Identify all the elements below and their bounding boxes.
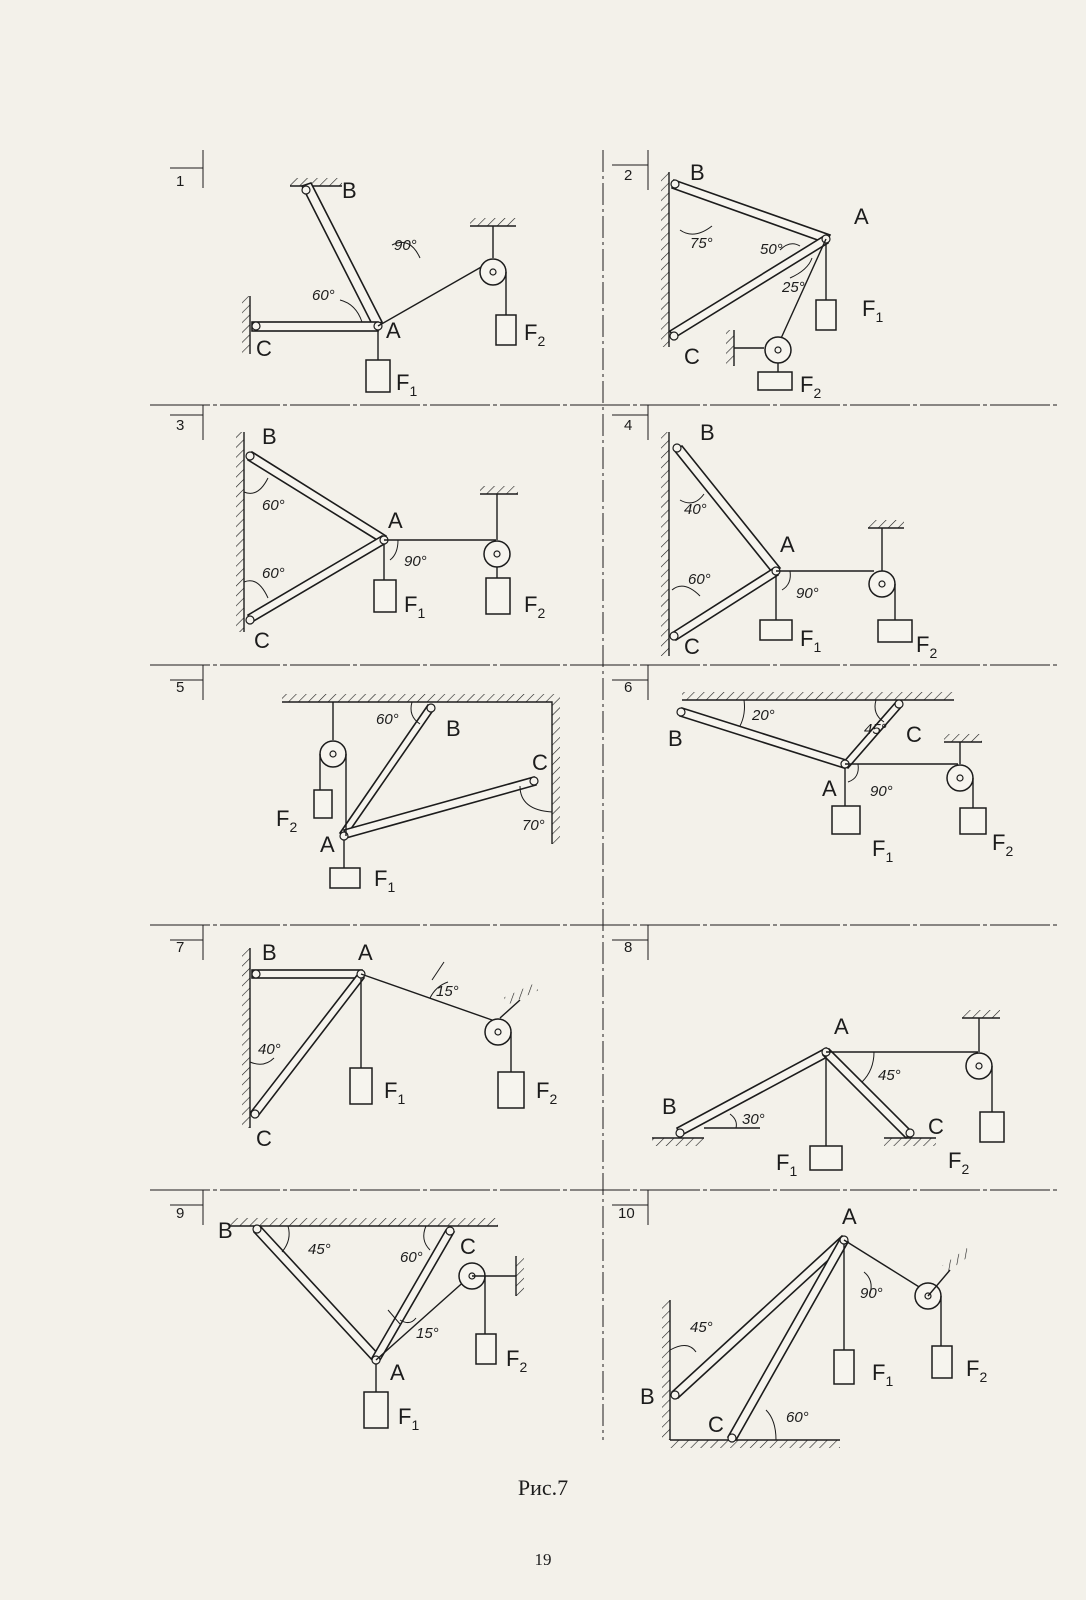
panel-7	[176, 939, 557, 1151]
label-c: C	[684, 344, 700, 369]
angle-label: 45°	[690, 1319, 713, 1336]
label-c: C	[256, 1126, 272, 1151]
weight-f1	[366, 360, 390, 392]
panel-2-number: 2	[624, 167, 633, 184]
angle-label: 70°	[522, 817, 545, 834]
load-f2: $F_2$	[506, 1346, 528, 1375]
label-a: A	[320, 832, 335, 857]
label-a: A	[842, 1204, 857, 1229]
weight-f1	[810, 1146, 842, 1170]
panel-9	[176, 1205, 527, 1433]
panel-8-number: 8	[624, 939, 633, 956]
label-b: B	[690, 160, 705, 185]
weight-f2	[496, 315, 516, 345]
load-f1: $F_1$	[776, 1150, 798, 1179]
label-a: A	[854, 204, 869, 229]
weight-f2	[476, 1334, 496, 1364]
ceiling-support	[290, 178, 342, 186]
angle-label: 90°	[404, 553, 427, 570]
panel-grid	[150, 150, 1060, 1440]
weight-f2	[498, 1072, 524, 1108]
angle-label: 50°	[760, 241, 783, 258]
load-f1: $F_1$	[800, 626, 822, 655]
load-f2: $F_2$	[276, 806, 298, 835]
wall-support	[236, 432, 244, 632]
label-b: B	[640, 1384, 655, 1409]
load-f2: $F_2$	[948, 1148, 970, 1177]
label-b: B	[662, 1094, 677, 1119]
angle-label: 20°	[752, 707, 775, 724]
weight-f1	[832, 806, 860, 834]
wall-support	[662, 1300, 670, 1440]
load-f1: $F_1$	[872, 1360, 894, 1389]
weight-f1	[760, 620, 792, 640]
panel-2	[624, 160, 883, 401]
label-b: B	[218, 1218, 233, 1243]
panel-10-number: 10	[618, 1205, 635, 1222]
angle-label: 90°	[870, 783, 893, 800]
panel-4	[624, 417, 937, 661]
angle-label: 60°	[312, 287, 335, 304]
weight-f2	[314, 790, 332, 818]
load-f1: $F_1$	[872, 836, 894, 865]
panel-5-number: 5	[176, 679, 185, 696]
panel-4-number: 4	[624, 417, 633, 434]
label-c: C	[684, 634, 700, 659]
load-f1: $F_1$	[374, 866, 396, 895]
angle-label: 90°	[860, 1285, 883, 1302]
angle-label: 60°	[786, 1409, 809, 1426]
angle-label: 40°	[258, 1041, 281, 1058]
label-a: A	[358, 940, 373, 965]
rod-ab	[672, 1236, 848, 1398]
label-c: C	[928, 1114, 944, 1139]
angle-label: 60°	[376, 711, 399, 728]
label-a: A	[386, 318, 401, 343]
label-c: C	[256, 336, 272, 361]
angle-label: 90°	[796, 585, 819, 602]
arrow	[432, 962, 444, 980]
hinge-b	[302, 186, 310, 194]
load-f2: $F_2$	[536, 1078, 558, 1107]
angle-label: 45°	[308, 1241, 331, 1258]
angle-label: 60°	[688, 571, 711, 588]
weight-f1	[330, 868, 360, 888]
label-b: B	[262, 424, 277, 449]
weight-f1	[834, 1350, 854, 1384]
angle-label: 30°	[742, 1111, 765, 1128]
load-f1: $F_1$	[404, 592, 426, 621]
weight-f2	[486, 578, 510, 614]
angle-label: 15°	[416, 1325, 439, 1342]
angle-label: 15°	[436, 983, 459, 1000]
load-f2: $F_2$	[524, 320, 546, 349]
cable	[376, 1278, 468, 1360]
panel-5	[176, 679, 560, 895]
wall-support	[242, 948, 250, 1128]
panel-3-number: 3	[176, 417, 185, 434]
wall-support	[552, 694, 560, 844]
rod-ac	[252, 322, 378, 331]
cable	[378, 262, 490, 326]
label-a: A	[834, 1014, 849, 1039]
angle-label: 25°	[782, 279, 805, 296]
label-c: C	[254, 628, 270, 653]
panel-6-number: 6	[624, 679, 633, 696]
load-f2: $F_2$	[524, 592, 546, 621]
label-b: B	[342, 178, 357, 203]
rod-ab	[302, 183, 382, 326]
angle-label: 40°	[684, 501, 707, 518]
label-b: B	[700, 420, 715, 445]
hinge-c	[252, 322, 260, 330]
label-c: C	[532, 750, 548, 775]
load-f1: $F_1$	[396, 370, 418, 399]
angle-label: 60°	[400, 1249, 423, 1266]
angle-label: 45°	[878, 1067, 901, 1084]
angle-label: 75°	[690, 235, 713, 252]
weight-f1	[816, 300, 836, 330]
label-a: A	[780, 532, 795, 557]
label-a: A	[822, 776, 837, 801]
angle-label: 45°	[864, 721, 887, 738]
label-b: B	[262, 940, 277, 965]
label-c: C	[460, 1234, 476, 1259]
cable	[844, 1240, 924, 1290]
label-c: C	[906, 722, 922, 747]
weight-f2	[980, 1112, 1004, 1142]
panel-7-number: 7	[176, 939, 185, 956]
page-number: 19	[534, 1550, 552, 1569]
angle-label: 60°	[262, 497, 285, 514]
ceiling-support	[230, 1218, 498, 1226]
label-a: A	[388, 508, 403, 533]
weight-f2	[878, 620, 912, 642]
weight-f2	[932, 1346, 952, 1378]
load-f1: $F_1$	[862, 296, 884, 325]
weight-f1	[374, 580, 396, 612]
load-f1: $F_1$	[384, 1078, 406, 1107]
panel-8	[624, 939, 1004, 1179]
ceiling-support	[682, 692, 954, 700]
load-f2: $F_2$	[992, 830, 1014, 859]
ceiling-support	[282, 694, 552, 702]
panel-9-number: 9	[176, 1205, 185, 1222]
angle-label: 60°	[262, 565, 285, 582]
cable	[361, 974, 492, 1020]
wall-support	[661, 172, 669, 347]
load-f2: $F_2$	[916, 632, 938, 661]
label-c: C	[708, 1412, 724, 1437]
label-b: B	[446, 716, 461, 741]
panel-6	[624, 679, 1013, 865]
panel-10	[618, 1204, 987, 1448]
rod-ac	[823, 1049, 912, 1138]
wall-support	[242, 296, 250, 354]
panel-1	[176, 173, 545, 399]
figure-caption: Рис.7	[517, 1475, 569, 1500]
angle-label: 90°	[394, 237, 417, 254]
weight-f1	[350, 1068, 372, 1104]
label-a: A	[390, 1360, 405, 1385]
label-b: B	[668, 726, 683, 751]
panel-3	[176, 417, 545, 653]
weight-f2	[758, 372, 792, 390]
load-f2: $F_2$	[800, 372, 822, 401]
wall-support	[661, 432, 669, 656]
rod-ab	[252, 970, 362, 978]
weight-f1	[364, 1392, 388, 1428]
panel-1-number: 1	[176, 173, 185, 190]
weight-f2	[960, 808, 986, 834]
ground-support	[670, 1440, 840, 1448]
load-f2: $F_2$	[966, 1356, 988, 1385]
load-f1: $F_1$	[398, 1404, 420, 1433]
